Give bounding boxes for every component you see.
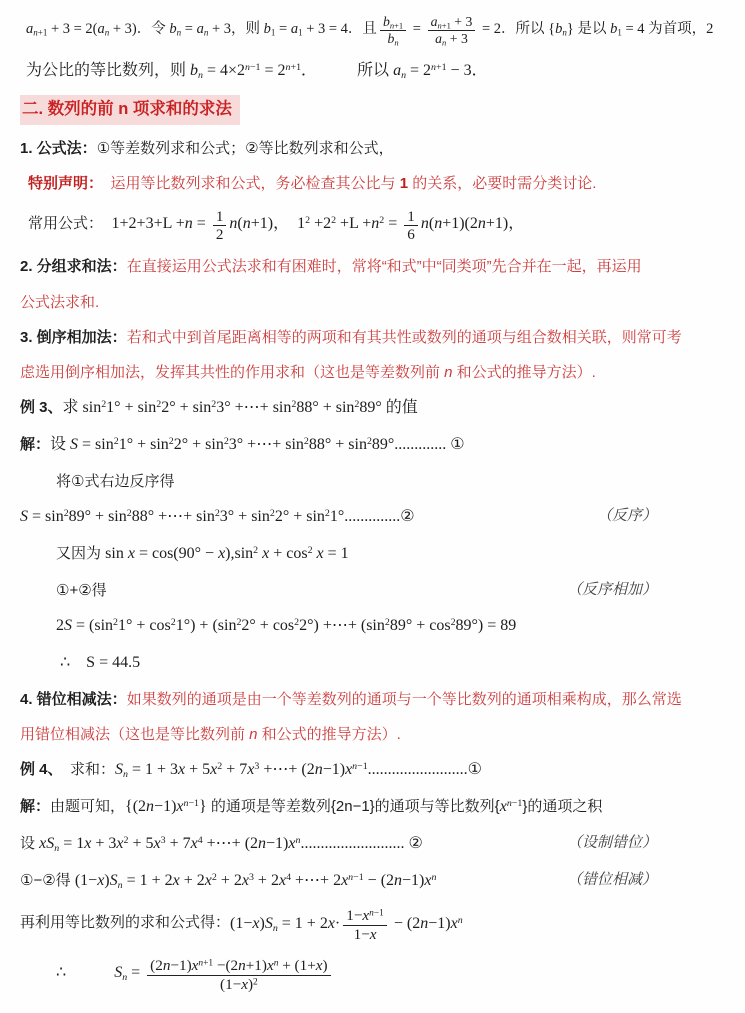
text-segment: 常用公式： [28,214,96,232]
fraction: $\frac{1}{6}$ [404,208,418,244]
math-segment: $xS_n = 1x + 3x^2 + 5x^3 + 7x^4$ +⋯+ $(2n-1)x^n$.......................... ② [39,834,423,854]
math-segment: ∴ $S_n$ = $\frac{(2n-1)x^{n+1} -(2n+1)x^n + (1+x)}{(1-x)^2}$ [56,964,334,981]
fraction: $\frac{1-x^{n-1}}{1-x}$ [343,907,387,943]
line-ex3-answer [60,651,727,676]
text-segment: ①+②得 [56,581,107,599]
text-segment: 用错位相减法（这也是等比数列前 n 和公式的推导方法）. [20,726,401,744]
line-ex3-reverse-note [56,470,727,493]
math-segment: $\{(2n-1)x^{n-1}\}$ [125,798,207,816]
text-segment: 设 [20,834,40,852]
line-method-3-cont [20,361,727,384]
section-heading [20,95,727,125]
text-segment: }的通项之积 [522,798,603,816]
text-segment: 求和： [55,761,116,779]
document-body [20,14,727,993]
text-segment: 若和式中到首尾距离相等的两项和有其共性或数列的通项与组合数相关联，则常可考 [126,328,682,346]
line-method-4-cont [20,723,727,746]
line-ex3-add [56,579,727,602]
line-ex4-answer [56,957,727,993]
text-segment: 再利用等比数列的求和公式得： [20,914,231,932]
text-segment: 公式法求和. [20,293,100,311]
text-segment: 例 3、 [20,399,63,417]
text-segment: （反序相加） [566,581,657,598]
math-segment: 1+2+3+L +n = $\frac{1}{2}$ n(n+1)， $1^2 +2^2 +L +n^2$ = $\frac{1}{6}$ n(n+1)(2n+1)， [95,207,525,244]
text-segment: 4. 错位相减法： [20,690,127,708]
line-method-1 [20,137,727,160]
line-method-2-cont [20,291,727,314]
math-segment: $S_n = 1 + 3x + 5x^2 + 7x^3$ +⋯+ $(2n-1)x^{n-1}.........................①$ [115,761,483,781]
math-segment: 设 $S = \sin^21^\circ + \sin^22^\circ + \sin^23^\circ$ +⋯+ $\sin^288^\circ + \sin^289^\circ$............. ① [50,436,465,454]
text-segment: 运用等比数列求和公式，务必检查其公比与 [95,175,400,193]
text-segment: 如果数列的通项是由一个等差数列的通项与一个等比数列的通项相乘构成，那么常选 [126,690,682,708]
math-segment: $2S = (\sin^21^\circ + \cos^21^\circ) + (\sin^22^\circ + \cos^22^\circ)$ +⋯+ $(\sin^289^\circ + \cos^289^\circ) = 89$ [56,617,517,635]
math-segment: $(1-x)S_n = 1 + 2x\cdot$ $\frac{1-x^{n-1}}{1-x}$ − $(2n-1)x^n$ [230,907,463,943]
math-segment: 为公比的等比数列，则 $b_n = 4\times 2^{n-1} = 2^{n+1}$． 所以 $a_n = 2^{n+1} - 3$． [26,61,488,81]
text-segment: （反序） [596,508,657,525]
math-segment: $x^{n-1}$ [499,798,523,816]
line-method-2 [20,255,727,278]
text-segment: 虑选用倒序相加法，发挥其共性的作用求和（这也是等差数列前 n 和公式的推导方法）. [20,364,596,382]
text-segment: 1 [399,175,409,193]
line-ex4-solution [20,795,727,820]
line-ex4-xsn [20,832,727,857]
text-segment: 二. 数列的前 n 项求和的求法 [20,95,240,125]
text-segment: 2. 分组求和法： [20,258,127,276]
math-segment: ∴ S = 44.5 [60,653,141,671]
text-segment: 的通项是等差数列{2n−1}的通项与等比数列{ [206,798,500,816]
text-segment: 解： [20,798,51,816]
math-segment: $S = \sin^289^\circ + \sin^288^\circ$ +⋯+ $\sin^23^\circ + \sin^22^\circ$ + $\sin^21^\circ..............②$ [20,508,415,526]
line-recursion-conclusion-1 [26,14,727,47]
line-example-4 [20,758,727,783]
line-ex3-eq2 [20,505,727,530]
text-segment: 解： [20,436,51,454]
math-segment: $\sin x = \cos(90^\circ - x),\sin^2$ $x + \cos^2 x = 1$ [105,545,349,563]
math-segment: 求 $\sin^21^\circ + \sin^22^\circ + \sin^23^\circ$ +⋯+ $\sin^288^\circ + \sin^289^\circ$ 的值 [62,399,418,417]
line-example-3 [20,396,727,421]
text-segment: 的关系，必要时需分类讨论. [408,175,597,193]
text-segment: 例 4、 [20,761,56,779]
line-ex4-subtract [20,869,727,894]
line-recursion-conclusion-2 [26,59,727,84]
text-segment: 又因为 [56,545,106,563]
text-segment: 特别声明： [28,175,96,193]
text-segment: 在直接运用公式法求和有困难时，常将“和式”中“同类项”先合并在一起，再运用 [126,258,642,276]
line-ex4-geosum [20,907,727,943]
line-common-formulas [28,208,727,244]
math-segment: $a_{n+1} + 3 = 2(a_n + 3)$．令 $b_n = a_n + 3$，则 $b_1 = a_1 + 3 = 4$．且 $\frac{b_{n+1}}{b_n}$ = $\frac{a_{n+1} + 3}{a_n + 3}$ = 2．所以 $\{b_n\}$ 是以 $b_1 = 4$ 为首项，2 [26,14,714,48]
text-segment: 由题可知， [50,798,126,816]
math-segment: $(1-x)S_n = 1 + 2x + 2x^2 + 2x^3 + 2x^4$ +⋯+ $2x^{n-1} - (2n-1)x^n$ [74,871,437,891]
line-ex3-2s [56,614,727,639]
fraction: $\frac{(2n-1)x^{n+1} -(2n+1)x^n + (1+x)}{(1-x)^2}$ [147,957,330,993]
text-segment: 1. 公式法： [20,140,97,158]
line-method-3 [20,326,727,349]
line-ex3-identity [56,542,727,567]
fraction: $\frac{1}{2}$ [213,208,227,244]
text-segment: 将①式右边反序得 [56,473,175,491]
text-segment: （错位相减） [566,871,657,888]
text-segment: （设制错位） [566,834,657,851]
text-segment: ①等差数列求和公式；②等比数列求和公式， [96,140,394,158]
line-method-4 [20,688,727,711]
fraction: $\frac{b_{n+1}}{b_n}$ [380,14,406,47]
text-segment: 3. 倒序相加法： [20,328,127,346]
line-ex3-solution [20,433,727,458]
text-segment: ①−②得 [20,871,75,889]
fraction: $\frac{a_{n+1} + 3}{a_n + 3}$ [428,14,476,47]
line-special-note [28,172,727,195]
